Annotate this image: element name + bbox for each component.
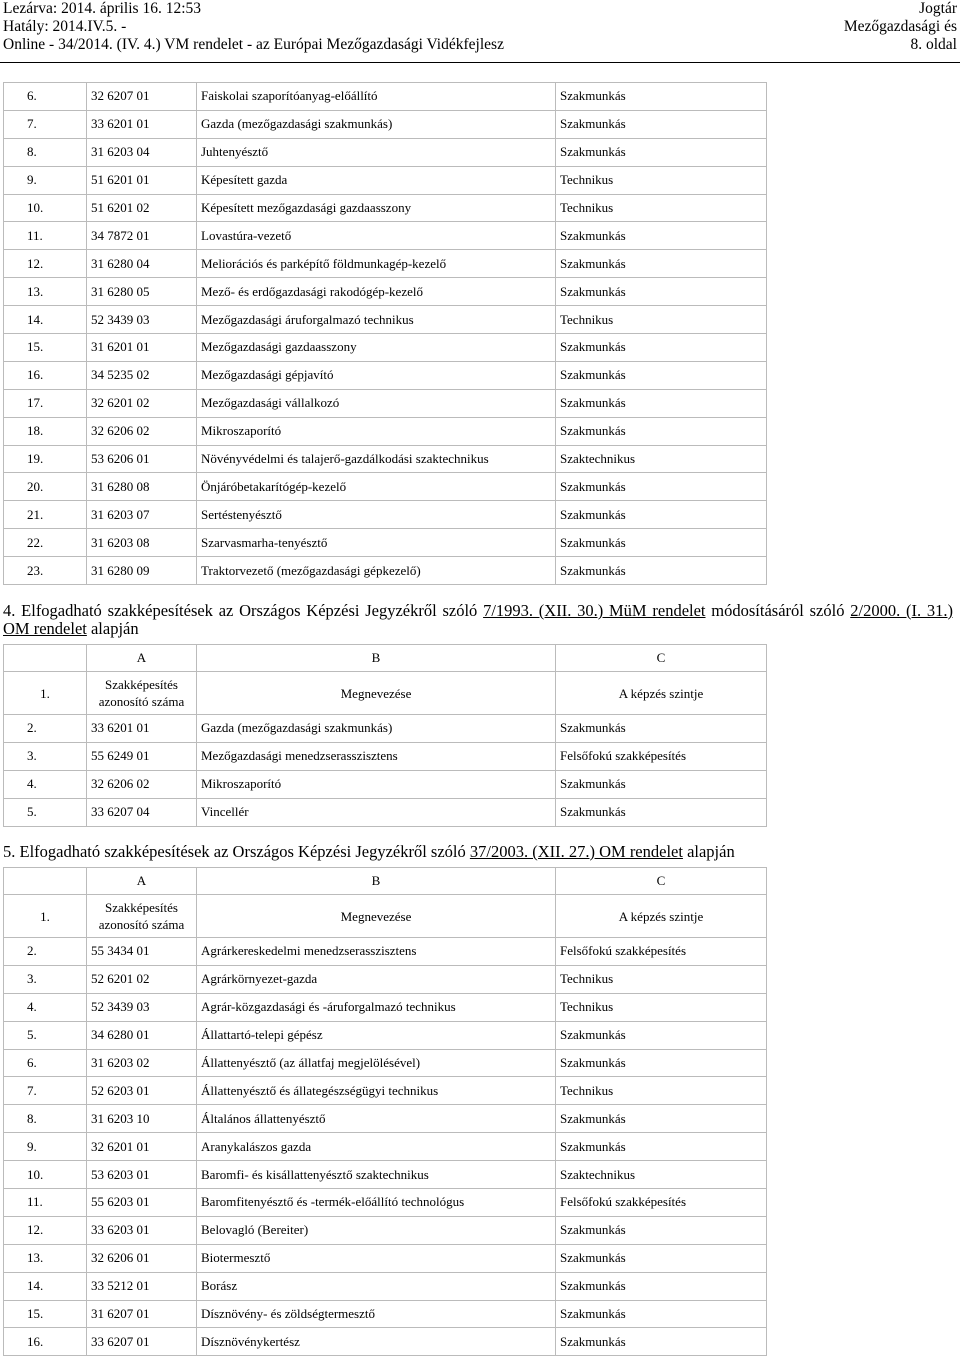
qualification-name-cell: Önjáróbetakarítógép-kezelő	[197, 473, 556, 501]
qualification-name-cell: Meliorációs és parképítő földmunkagép-kezelő	[197, 250, 556, 278]
qualification-name-cell: Dísznövény- és zöldségtermesztő	[197, 1300, 556, 1328]
training-level-cell: Technikus	[556, 1077, 767, 1105]
training-level-cell: Szakmunkás	[556, 1300, 767, 1328]
qualification-code-cell: 31 6203 04	[87, 138, 197, 166]
code-header-line-2: azonosító száma	[98, 694, 185, 709]
table-row	[4, 1328, 767, 1356]
row-number-cell: 7.	[4, 110, 87, 138]
row-number-cell: 8.	[4, 1105, 87, 1133]
code-column-header	[87, 672, 197, 715]
section-4-link-2000-om[interactable]: 2/2000. (I. 31.) OM rendelet	[3, 601, 953, 638]
training-level-cell: Szakmunkás	[556, 222, 767, 250]
table-row	[4, 1244, 767, 1272]
row-number-header: 1.	[4, 895, 87, 938]
column-letter-b: B	[197, 645, 556, 672]
row-number-cell: 17.	[4, 389, 87, 417]
row-number-header: 1.	[4, 672, 87, 715]
row-number-cell: 11.	[4, 222, 87, 250]
qualification-code-cell: 31 6203 02	[87, 1049, 197, 1077]
table-row	[4, 361, 767, 389]
name-column-header: Megnevezése	[197, 895, 556, 938]
training-level-cell: Szakmunkás	[556, 110, 767, 138]
qualification-code-cell: 55 3434 01	[87, 938, 197, 966]
table-header-row	[4, 895, 767, 938]
qualification-name-cell: Növényvédelmi és talajerő-gazdálkodási szaktechnikus	[197, 445, 556, 473]
qualification-name-cell: Mezőgazdasági gépjavító	[197, 361, 556, 389]
column-letter-row	[4, 868, 767, 895]
qualification-name-cell: Mikroszaporító	[197, 417, 556, 445]
qualification-code-cell: 51 6201 01	[87, 166, 197, 194]
qualification-code-cell: 32 6206 02	[87, 770, 197, 798]
training-level-cell: Szakmunkás	[556, 138, 767, 166]
row-number-cell: 2.	[4, 715, 87, 743]
qualification-code-cell: 34 7872 01	[87, 222, 197, 250]
table-row	[4, 529, 767, 557]
qualification-code-cell: 33 5212 01	[87, 1272, 197, 1300]
row-number-cell: 20.	[4, 473, 87, 501]
qualification-name-cell: Agrárkereskedelmi menedzserasszisztens	[197, 938, 556, 966]
training-level-cell: Felsőfokú szakképesítés	[556, 1189, 767, 1217]
document-header	[0, 0, 960, 56]
training-level-cell: Szakmunkás	[556, 1244, 767, 1272]
training-level-cell: Szakmunkás	[556, 557, 767, 585]
qualification-name-cell: Általános állattenyésztő	[197, 1105, 556, 1133]
column-letter-a: A	[87, 868, 197, 895]
column-letter-blank	[4, 868, 87, 895]
row-number-cell: 10.	[4, 1161, 87, 1189]
table-row	[4, 138, 767, 166]
qualification-name-cell: Állattenyésztő (az állatfaj megjelölésével)	[197, 1049, 556, 1077]
training-level-cell: Szakmunkás	[556, 715, 767, 743]
row-number-cell: 12.	[4, 250, 87, 278]
row-number-cell: 10.	[4, 194, 87, 222]
row-number-cell: 6.	[4, 1049, 87, 1077]
qualification-code-cell: 52 3439 03	[87, 993, 197, 1021]
qualification-name-cell: Baromfitenyésztő és -termék-előállító technológus	[197, 1189, 556, 1217]
qualification-code-cell: 51 6201 02	[87, 194, 197, 222]
training-level-cell: Felsőfokú szakképesítés	[556, 938, 767, 966]
training-level-cell: Szaktechnikus	[556, 1161, 767, 1189]
table-row	[4, 557, 767, 585]
qualification-code-cell: 53 6206 01	[87, 445, 197, 473]
qualification-code-cell: 31 6203 08	[87, 529, 197, 557]
table-row	[4, 334, 767, 362]
qualification-name-cell: Mikroszaporító	[197, 770, 556, 798]
training-level-cell: Szakmunkás	[556, 250, 767, 278]
column-letter-b: B	[197, 868, 556, 895]
header-page-number: 8. oldal	[910, 36, 957, 53]
training-level-cell: Szakmunkás	[556, 1105, 767, 1133]
qualification-code-cell: 33 6203 01	[87, 1216, 197, 1244]
qualification-code-cell: 33 6201 01	[87, 110, 197, 138]
qualification-name-cell: Képesített mezőgazdasági gazdaasszony	[197, 194, 556, 222]
code-header-line-2: azonosító száma	[98, 917, 185, 932]
qualification-name-cell: Mező- és erdőgazdasági rakodógép-kezelő	[197, 278, 556, 306]
qualification-code-cell: 32 6201 02	[87, 389, 197, 417]
qualification-code-cell: 55 6203 01	[87, 1189, 197, 1217]
training-level-cell: Szakmunkás	[556, 1133, 767, 1161]
row-number-cell: 13.	[4, 1244, 87, 1272]
table-row	[4, 1216, 767, 1244]
row-number-cell: 23.	[4, 557, 87, 585]
row-number-cell: 5.	[4, 1021, 87, 1049]
qualification-code-cell: 33 6201 01	[87, 715, 197, 743]
table-row	[4, 742, 767, 770]
row-number-cell: 12.	[4, 1216, 87, 1244]
table-row	[4, 1300, 767, 1328]
qualification-code-cell: 31 6207 01	[87, 1300, 197, 1328]
column-letter-c: C	[556, 645, 767, 672]
table-body	[4, 83, 767, 585]
table-row	[4, 1077, 767, 1105]
qualification-code-cell: 31 6280 08	[87, 473, 197, 501]
row-number-cell: 13.	[4, 278, 87, 306]
header-category: Mezőgazdasági és	[843, 18, 957, 35]
training-level-cell: Szakmunkás	[556, 798, 767, 826]
training-level-cell: Szakmunkás	[556, 1272, 767, 1300]
qualification-name-cell: Dísznövénykertész	[197, 1328, 556, 1356]
section-5-link-2003-om[interactable]: 37/2003. (XII. 27.) OM rendelet	[469, 842, 683, 861]
qualification-name-cell: Biotermesztő	[197, 1244, 556, 1272]
code-header-line-1: Szakképesítés	[105, 677, 178, 692]
qualification-code-cell: 31 6203 07	[87, 501, 197, 529]
qualification-name-cell: Mezőgazdasági menedzserasszisztens	[197, 742, 556, 770]
table-row	[4, 417, 767, 445]
table-row	[4, 965, 767, 993]
qualification-name-cell: Baromfi- és kisállattenyésztő szaktechnikus	[197, 1161, 556, 1189]
row-number-cell: 8.	[4, 138, 87, 166]
header-effective-date: Hatály: 2014.IV.5. -	[3, 18, 127, 35]
qualification-code-cell: 32 6206 02	[87, 417, 197, 445]
qualification-code-cell: 52 6203 01	[87, 1077, 197, 1105]
qualifications-table-section-4	[3, 644, 767, 827]
table-body	[4, 868, 767, 1356]
table-body	[4, 645, 767, 827]
qualification-name-cell: Szarvasmarha-tenyésztő	[197, 529, 556, 557]
row-number-cell: 16.	[4, 361, 87, 389]
qualification-code-cell: 31 6280 09	[87, 557, 197, 585]
training-level-cell: Felsőfokú szakképesítés	[556, 742, 767, 770]
training-level-cell: Szakmunkás	[556, 770, 767, 798]
qualification-code-cell: 32 6201 01	[87, 1133, 197, 1161]
qualification-name-cell: Traktorvezető (mezőgazdasági gépkezelő)	[197, 557, 556, 585]
section-5-heading	[3, 843, 953, 861]
table-row	[4, 473, 767, 501]
qualification-name-cell: Sertéstenyésztő	[197, 501, 556, 529]
table-row	[4, 445, 767, 473]
training-level-cell: Szakmunkás	[556, 473, 767, 501]
section-4-text-suffix: alapján	[86, 618, 139, 638]
row-number-cell: 6.	[4, 83, 87, 111]
row-number-cell: 18.	[4, 417, 87, 445]
qualification-code-cell: 31 6203 10	[87, 1105, 197, 1133]
qualification-name-cell: Faiskolai szaporítóanyag-előállító	[197, 83, 556, 111]
table-row	[4, 1105, 767, 1133]
header-closed-date: Lezárva: 2014. április 16. 12:53	[3, 0, 202, 17]
table-row	[4, 1133, 767, 1161]
table-row	[4, 110, 767, 138]
qualification-code-cell: 52 3439 03	[87, 306, 197, 334]
row-number-cell: 2.	[4, 938, 87, 966]
training-level-cell: Szaktechnikus	[556, 445, 767, 473]
qualification-name-cell: Mezőgazdasági vállalkozó	[197, 389, 556, 417]
code-header-line-1: Szakképesítés	[105, 900, 178, 915]
training-level-cell: Technikus	[556, 194, 767, 222]
table-row	[4, 83, 767, 111]
header-document-title: Online - 34/2014. (IV. 4.) VM rendelet - az Európai Mezőgazdasági Vidékfejlesz	[3, 36, 504, 53]
training-level-cell: Szakmunkás	[556, 1049, 767, 1077]
qualification-code-cell: 55 6249 01	[87, 742, 197, 770]
section-4-link-1993-mum[interactable]: 7/1993. (XII. 30.) MüM rendelet	[483, 601, 706, 620]
qualifications-table-section-5	[3, 867, 767, 1356]
qualification-code-cell: 32 6207 01	[87, 83, 197, 111]
training-level-cell: Szakmunkás	[556, 83, 767, 111]
qualifications-table-continued	[3, 82, 767, 585]
table-row	[4, 250, 767, 278]
training-level-cell: Szakmunkás	[556, 278, 767, 306]
row-number-cell: 9.	[4, 1133, 87, 1161]
qualification-name-cell: Gazda (mezőgazdasági szakmunkás)	[197, 110, 556, 138]
training-level-cell: Szakmunkás	[556, 501, 767, 529]
training-level-cell: Szakmunkás	[556, 361, 767, 389]
table-row	[4, 166, 767, 194]
section-5-text-prefix: 5. Elfogadható szakképesítések az Országos Képzési Jegyzékről szóló	[3, 842, 470, 861]
qualification-code-cell: 31 6280 05	[87, 278, 197, 306]
table-row	[4, 1272, 767, 1300]
qualification-code-cell: 31 6280 04	[87, 250, 197, 278]
qualification-name-cell: Mezőgazdasági gazdaasszony	[197, 334, 556, 362]
table-row	[4, 770, 767, 798]
table-row	[4, 194, 767, 222]
column-letter-a: A	[87, 645, 197, 672]
training-level-cell: Technikus	[556, 166, 767, 194]
qualification-name-cell: Vincellér	[197, 798, 556, 826]
qualification-name-cell: Gazda (mezőgazdasági szakmunkás)	[197, 715, 556, 743]
row-number-cell: 7.	[4, 1077, 87, 1105]
qualification-name-cell: Borász	[197, 1272, 556, 1300]
row-number-cell: 4.	[4, 770, 87, 798]
table-row	[4, 993, 767, 1021]
table-row	[4, 389, 767, 417]
training-level-cell: Szakmunkás	[556, 334, 767, 362]
row-number-cell: 3.	[4, 965, 87, 993]
row-number-cell: 19.	[4, 445, 87, 473]
table-row	[4, 715, 767, 743]
qualification-name-cell: Agrárkörnyezet-gazda	[197, 965, 556, 993]
row-number-cell: 5.	[4, 798, 87, 826]
qualification-code-cell: 34 5235 02	[87, 361, 197, 389]
column-letter-c: C	[556, 868, 767, 895]
table-row	[4, 306, 767, 334]
qualification-code-cell: 32 6206 01	[87, 1244, 197, 1272]
section-5-text-suffix: alapján	[682, 842, 735, 861]
row-number-cell: 21.	[4, 501, 87, 529]
level-column-header: A képzés szintje	[556, 895, 767, 938]
header-publisher: Jogtár	[919, 0, 957, 17]
qualification-name-cell: Állattartó-telepi gépész	[197, 1021, 556, 1049]
qualification-code-cell: 52 6201 02	[87, 965, 197, 993]
training-level-cell: Szakmunkás	[556, 417, 767, 445]
section-4-text-middle: módosításáról szóló	[705, 601, 851, 620]
name-column-header: Megnevezése	[197, 672, 556, 715]
qualification-name-cell: Belovagló (Bereiter)	[197, 1216, 556, 1244]
section-4-heading	[3, 602, 953, 637]
training-level-cell: Szakmunkás	[556, 1021, 767, 1049]
qualification-code-cell: 34 6280 01	[87, 1021, 197, 1049]
table-row	[4, 1049, 767, 1077]
qualification-name-cell: Aranykalászos gazda	[197, 1133, 556, 1161]
qualification-name-cell: Lovastúra-vezető	[197, 222, 556, 250]
training-level-cell: Technikus	[556, 993, 767, 1021]
row-number-cell: 3.	[4, 742, 87, 770]
qualification-name-cell: Állattenyésztő és állategészségügyi technikus	[197, 1077, 556, 1105]
training-level-cell: Szakmunkás	[556, 529, 767, 557]
row-number-cell: 14.	[4, 1272, 87, 1300]
table-row	[4, 798, 767, 826]
table-row	[4, 278, 767, 306]
row-number-cell: 15.	[4, 334, 87, 362]
row-number-cell: 16.	[4, 1328, 87, 1356]
row-number-cell: 4.	[4, 993, 87, 1021]
qualification-name-cell: Agrár-közgazdasági és -áruforgalmazó technikus	[197, 993, 556, 1021]
row-number-cell: 9.	[4, 166, 87, 194]
table-row	[4, 222, 767, 250]
qualification-name-cell: Képesített gazda	[197, 166, 556, 194]
column-letter-row	[4, 645, 767, 672]
qualification-code-cell: 31 6201 01	[87, 334, 197, 362]
table-row	[4, 501, 767, 529]
row-number-cell: 11.	[4, 1189, 87, 1217]
qualification-code-cell: 33 6207 04	[87, 798, 197, 826]
training-level-cell: Szakmunkás	[556, 389, 767, 417]
table-row	[4, 1021, 767, 1049]
qualification-name-cell: Juhtenyésztő	[197, 138, 556, 166]
training-level-cell: Technikus	[556, 306, 767, 334]
training-level-cell: Technikus	[556, 965, 767, 993]
table-header-row	[4, 672, 767, 715]
section-4-text-prefix: 4. Elfogadható szakképesítések az Országos Képzési Jegyzékről szóló	[3, 601, 484, 620]
table-row	[4, 938, 767, 966]
training-level-cell: Szakmunkás	[556, 1216, 767, 1244]
qualification-code-cell: 53 6203 01	[87, 1161, 197, 1189]
training-level-cell: Szakmunkás	[556, 1328, 767, 1356]
qualification-name-cell: Mezőgazdasági áruforgalmazó technikus	[197, 306, 556, 334]
row-number-cell: 15.	[4, 1300, 87, 1328]
qualification-code-cell: 33 6207 01	[87, 1328, 197, 1356]
row-number-cell: 14.	[4, 306, 87, 334]
level-column-header: A képzés szintje	[556, 672, 767, 715]
row-number-cell: 22.	[4, 529, 87, 557]
table-row	[4, 1161, 767, 1189]
column-letter-blank	[4, 645, 87, 672]
table-row	[4, 1189, 767, 1217]
header-divider	[0, 62, 960, 63]
code-column-header	[87, 895, 197, 938]
